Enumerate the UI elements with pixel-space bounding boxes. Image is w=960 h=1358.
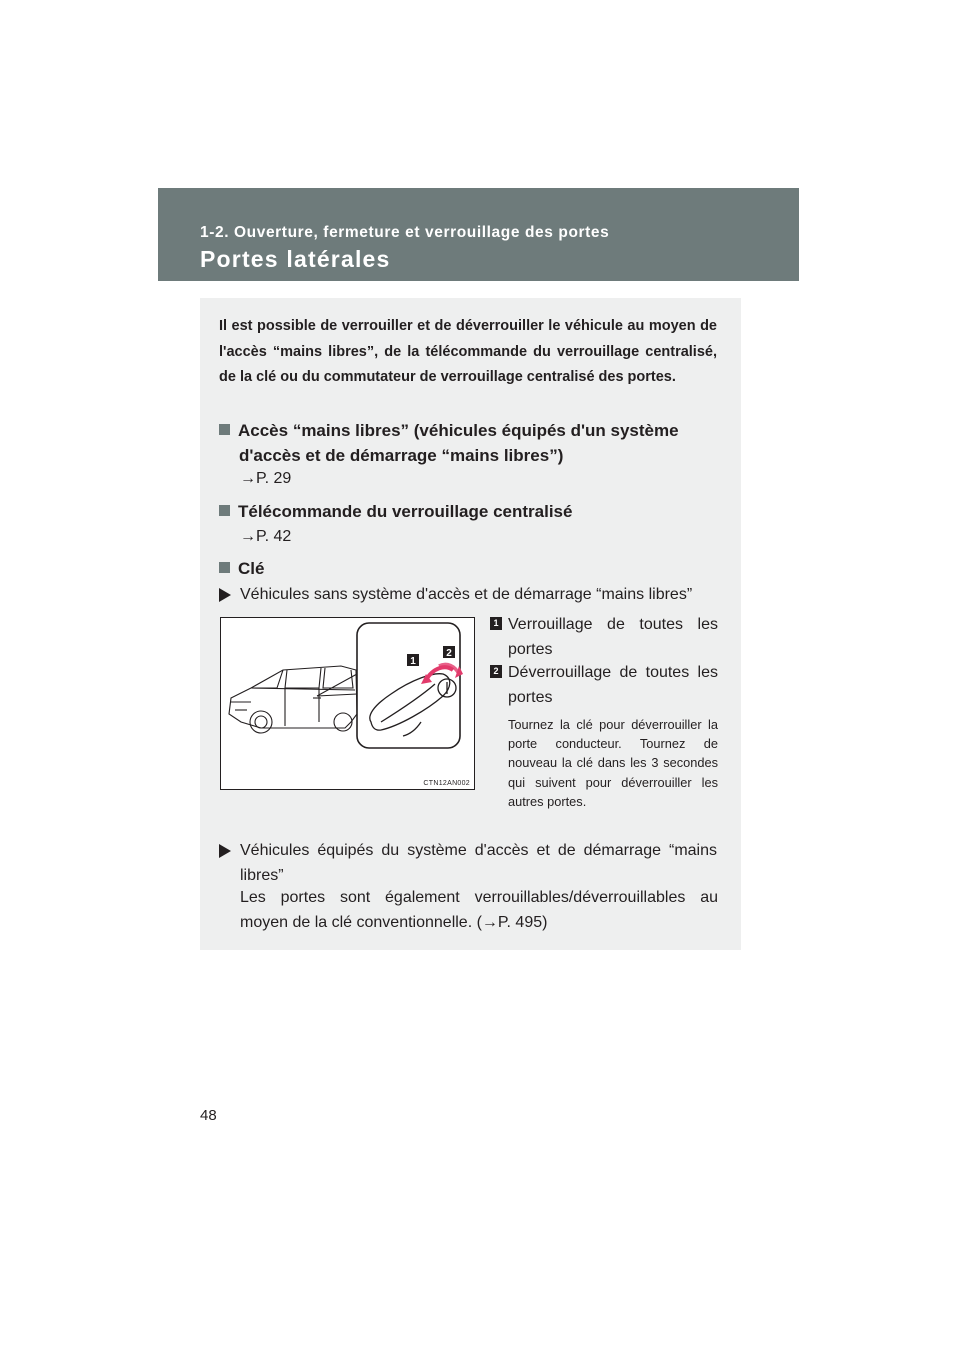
figure-label-1: 1 [410, 656, 416, 667]
conventional-key-paragraph: Les portes sont également verrouillables/déverrouillables au moyen de la clé conventionnelle. (→P. 495) [240, 889, 718, 931]
heading-handsfree-line1: Accès “mains libres” (véhicules équipés d'un système [238, 421, 679, 440]
car-icon [229, 666, 357, 733]
handle-inset [357, 623, 460, 748]
step-2-text: Déverrouillage de toutes les portes [508, 664, 718, 706]
triangle-bullet-icon [219, 588, 231, 602]
heading-key [219, 556, 717, 581]
section-header [158, 188, 799, 281]
ref-remote: →P. 42 [240, 528, 292, 545]
step-2-badge: 2 [490, 665, 502, 678]
heading-key-text: Clé [238, 559, 265, 578]
page-title: Portes latérales [200, 246, 391, 272]
intro-paragraph: Il est possible de verrouiller et de déverrouiller le véhicule au moyen de l'accès “mains libres”, de la télécommande du verrouillage centralisé, de la clé ou du commutateur de verrouillage centralisé des portes. [219, 318, 717, 385]
square-bullet-icon [219, 505, 230, 516]
ref-handsfree: →P. 29 [240, 470, 292, 487]
door-lock-illustration [220, 617, 475, 790]
heading-remote-text: Télécommande du verrouillage centralisé [238, 502, 573, 521]
figure-label-2: 2 [446, 648, 452, 659]
step-1-text: Verrouillage de toutes les portes [508, 616, 718, 658]
heading-handsfree [219, 418, 717, 468]
square-bullet-icon [219, 562, 230, 573]
unlock-note: Tournez la clé pour déverrouiller la porte conducteur. Tournez de nouveau la clé dans les 3 secondes qui suivent pour déverrouiller les autres portes. [508, 717, 718, 809]
bullet-smartkey-text: Véhicules équipés du système d'accès et de démarrage “mains libres” [240, 842, 717, 884]
car-and-handle-drawing [221, 618, 475, 790]
bullet-smartkey [219, 838, 717, 888]
step-1 [490, 612, 718, 662]
page-number: 48 [200, 1107, 217, 1124]
section-title: 1-2. Ouverture, fermeture et verrouillage des portes [200, 224, 610, 241]
step-1-badge: 1 [490, 617, 502, 630]
heading-handsfree-line2: d'accès et de démarrage “mains libres”) [239, 446, 564, 465]
figure-code: CTN12AN002 [423, 780, 470, 787]
bullet-no-smartkey [219, 582, 717, 607]
bullet-no-smartkey-text: Véhicules sans système d'accès et de démarrage “mains libres” [240, 586, 693, 603]
heading-remote [219, 499, 717, 524]
square-bullet-icon [219, 424, 230, 435]
triangle-bullet-icon [219, 844, 231, 858]
step-2 [490, 660, 718, 710]
